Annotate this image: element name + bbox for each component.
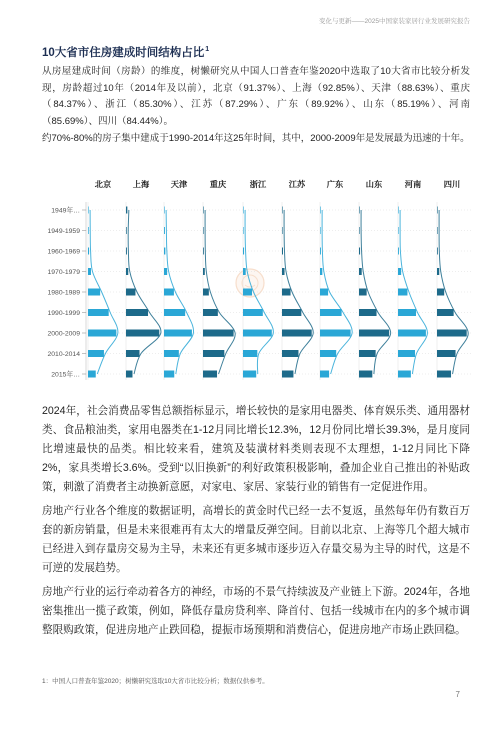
chart-bar-4-2 — [243, 248, 244, 255]
body-paragraph-3: 房地产行业的运行牵动着各方的神经，市场的不景气持续波及产业链上下游。2024年，各地密集推出一揽子政策，例如，降低存量房贷利率、降首付、包括一线城市在内的多个城市调整限购政策，促进房地产止跌回稳，提振市场预期和消费信心，促进房地产市场止跌回稳。 — [42, 586, 470, 636]
chart-bar-1-5 — [126, 309, 148, 316]
chart-bar-1-6 — [126, 330, 159, 337]
column-label-2: 天津 — [170, 180, 188, 189]
chart-bar-9-6 — [437, 330, 467, 337]
column-label-1: 上海 — [132, 180, 150, 189]
column-label-9: 四川 — [443, 180, 461, 189]
chart-bar-2-1 — [164, 227, 165, 234]
row-label-3: 1970-1979 — [47, 268, 80, 276]
chart-bar-8-4 — [398, 289, 407, 296]
chart-bar-3-7 — [203, 350, 224, 357]
chart-bar-2-4 — [164, 289, 174, 296]
chart-bar-7-6 — [359, 330, 389, 337]
chart-bar-2-2 — [164, 248, 165, 255]
chart-bar-5-6 — [282, 330, 312, 337]
chart-bar-3-3 — [203, 268, 205, 275]
chart-bar-0-3 — [88, 268, 91, 275]
chart-bar-8-8 — [398, 371, 411, 378]
chart-bar-9-5 — [437, 309, 454, 316]
chart-bar-1-3 — [126, 268, 128, 275]
chart-bar-5-8 — [282, 371, 293, 378]
chart-bar-2-3 — [164, 268, 167, 275]
chart-bar-3-8 — [203, 371, 217, 378]
chart-bar-7-8 — [359, 371, 372, 378]
chart-bar-6-3 — [320, 268, 322, 275]
chart-bar-8-5 — [398, 309, 416, 316]
intro-text-block — [42, 64, 470, 148]
chart-bar-7-4 — [359, 289, 367, 296]
chart-bar-1-0 — [126, 207, 127, 214]
body-paragraph-1: 2024年，社会消费品零售总额指标显示，增长较快的是家用电器类、体育娱乐类、通用器材类、食品粮油类，家用电器类在1-12月同比增长12.3%，12月份同比增长39.3%，是月度同比增速最快的品类。相比较来看，建筑及装潢材料类则表现不太理想，1-12月同比下降2%，家具类增长3.6%。受到“以旧换新”的利好政策积极影响，叠加企业自己推出的补贴政策，刺激了消费者主动换新意愿，对家电、家居、家装行业的销售有一定促进作用。 — [42, 405, 470, 493]
chart-bar-6-4 — [320, 289, 328, 296]
chart-bar-5-0 — [282, 207, 283, 214]
chart-bar-9-4 — [437, 289, 444, 296]
row-label-6: 2000-2009 — [47, 330, 80, 338]
chart-bar-4-1 — [243, 227, 244, 234]
chart-bar-2-6 — [164, 330, 192, 337]
chart-bar-0-1 — [88, 227, 89, 234]
section-title — [42, 44, 209, 60]
row-label-1: 1949-1959 — [47, 227, 80, 235]
chart-bar-0-4 — [88, 289, 100, 296]
chart-bar-8-7 — [398, 350, 415, 357]
chart-bar-8-2 — [398, 248, 399, 255]
row-label-2: 1960-1969 — [47, 248, 80, 256]
chart-bar-2-0 — [164, 207, 165, 214]
chart-bar-4-4 — [243, 289, 252, 296]
row-label-8: 2015年… — [51, 371, 80, 379]
chart-bar-5-5 — [282, 309, 301, 316]
chart-bar-7-7 — [359, 350, 376, 357]
chart-bar-3-5 — [203, 309, 218, 316]
chart-bar-3-6 — [203, 330, 234, 337]
chart-bar-0-6 — [88, 330, 116, 337]
chart-bar-5-3 — [282, 268, 285, 275]
row-label-5: 1990-1999 — [47, 309, 80, 317]
chart-bar-7-3 — [359, 268, 362, 275]
row-label-7: 2010-2014 — [47, 350, 80, 358]
body-paragraph-2: 房地产行业各个维度的数据证明，高增长的黄金时代已经一去不复返，虽然每年仍有数百万套的新房销量，但是未来很难再有太大的增量反弹空间。目前以北京、上海等几个超大城市已经进入到存量房交易为主导，未来还有更多城市逐步迈入存量交易为主导的时代，这是不可逆的发展趋势。 — [42, 505, 470, 574]
section-title-text: 10大省市住房建成时间结构占比 — [42, 47, 205, 59]
chart-bar-0-7 — [88, 350, 104, 357]
intro-paragraph: 从房屋建成时间（房龄）的维度，树懒研究从中国人口普查年鉴2020中选取了10大省市比较分析发现，房龄超过10年（2014年及以前），北京（91.37%）、上海（92.85%）、天津（88.63%）、重庆（84.37%）、浙江（85.30%）、江苏（87.29%）、广东（89.92%）、山东（85.19%）、河南（85.69%）、四川（84.44%）。 — [42, 66, 470, 128]
chart-bar-9-1 — [437, 227, 438, 234]
chart-bar-0-2 — [88, 248, 89, 255]
housing-age-structure-chart — [0, 175, 500, 385]
row-label-0: 1949年… — [51, 207, 80, 215]
chart-bar-3-2 — [203, 248, 204, 255]
chart-bar-6-8 — [320, 371, 329, 378]
chart-bar-9-0 — [437, 207, 438, 214]
chart-bar-6-5 — [320, 309, 342, 316]
chart-bar-4-5 — [243, 309, 263, 316]
chart-bar-3-0 — [203, 207, 204, 214]
chart-bar-0-5 — [88, 309, 109, 316]
column-label-5: 江苏 — [288, 180, 306, 189]
chart-bar-4-0 — [243, 207, 244, 214]
chart-bar-9-2 — [437, 248, 438, 255]
row-label-4: 1980-1989 — [47, 289, 80, 297]
chart-bar-1-4 — [126, 289, 135, 296]
chart-bar-8-1 — [398, 227, 399, 234]
chart-bar-4-8 — [243, 371, 256, 378]
chart-bar-3-4 — [203, 289, 209, 296]
chart-bar-7-2 — [359, 248, 360, 255]
summary-paragraph: 约70%-80%的房子集中建成于1990-2014年这25年时间，其中，2000-2009年是发展最为迅速的十年。 — [42, 132, 470, 144]
chart-bar-8-6 — [398, 330, 426, 337]
chart-bar-3-1 — [203, 227, 204, 234]
chart-bar-7-0 — [359, 207, 360, 214]
chart-bar-0-0 — [88, 207, 89, 214]
body-text-block — [42, 402, 470, 645]
footnote-reference[interactable]: 1 — [205, 46, 210, 54]
chart-bar-2-8 — [164, 371, 174, 378]
chart-bar-6-1 — [320, 227, 321, 234]
chart-bar-2-7 — [164, 350, 179, 357]
chart-bar-9-7 — [437, 350, 456, 357]
page-number: 7 — [455, 690, 460, 699]
column-label-3: 重庆 — [209, 180, 227, 189]
chart-bar-5-1 — [282, 227, 283, 234]
chart-bar-4-6 — [243, 330, 272, 337]
chart-bar-7-5 — [359, 309, 377, 316]
column-label-4: 浙江 — [249, 180, 267, 189]
chart-bar-1-7 — [126, 350, 140, 357]
chart-bar-4-7 — [243, 350, 257, 357]
chart-bar-8-0 — [398, 207, 399, 214]
column-label-6: 广东 — [326, 180, 344, 189]
running-header: 变化与更新——2025中国家装家居行业发展研究报告 — [319, 18, 470, 25]
footnote: 1：中国人口普查年鉴2020；树懒研究选取10大省市比较分析；数据仅供参考。 — [42, 678, 269, 685]
chart-bar-9-3 — [437, 268, 439, 275]
column-label-8: 河南 — [404, 180, 422, 189]
chart-bar-8-3 — [398, 268, 401, 275]
chart-bar-5-2 — [282, 248, 283, 255]
chart-bar-5-7 — [282, 350, 298, 357]
chart-bar-1-8 — [126, 371, 132, 378]
column-label-7: 山东 — [365, 180, 383, 189]
chart-bar-5-4 — [282, 289, 291, 296]
chart-bar-2-5 — [164, 309, 185, 316]
chart-bar-7-1 — [359, 227, 360, 234]
chart-bar-6-0 — [320, 207, 321, 214]
chart-bar-6-2 — [320, 248, 321, 255]
chart-bar-6-7 — [320, 350, 336, 357]
chart-bar-1-2 — [126, 248, 127, 255]
chart-bar-0-8 — [88, 371, 96, 378]
chart-bar-1-1 — [126, 227, 127, 234]
chart-bar-9-8 — [437, 371, 451, 378]
column-label-0: 北京 — [94, 180, 112, 189]
chart-bar-6-6 — [320, 330, 351, 337]
chart-bar-4-3 — [243, 268, 246, 275]
